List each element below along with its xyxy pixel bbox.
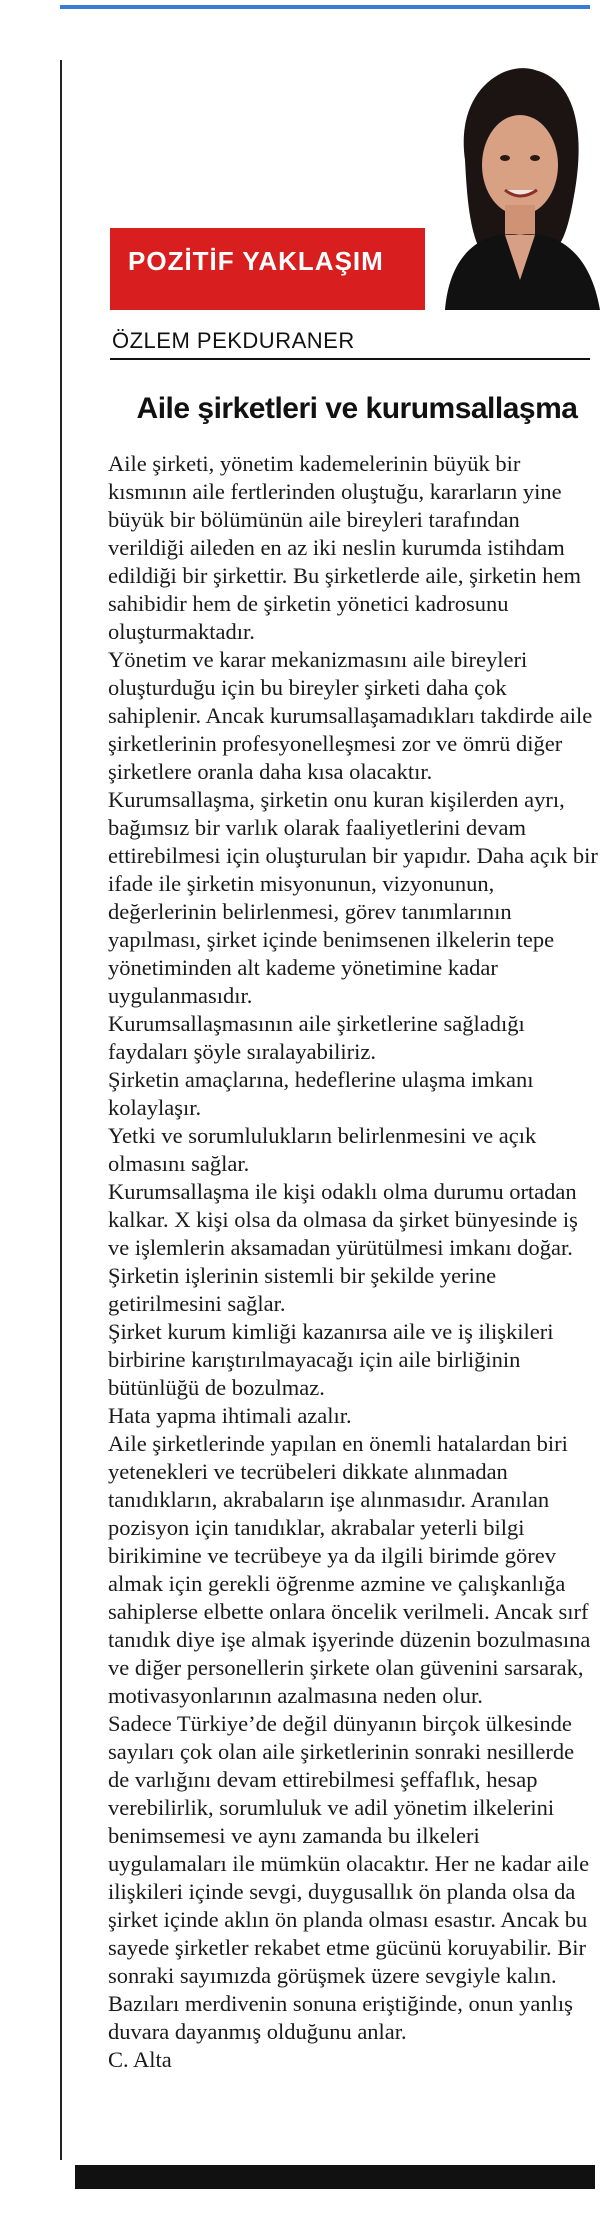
article-paragraph: Aile şirketlerinde yapılan en önemli hatalardan biri yetenekleri ve tecrübeleri dikkate alınmadan tanıdıkların, akrabaların işe alınmasıdır. Aranılan pozisyon için tanıdıklar, akrabalar yeterli bilgi birikimine ve tecrübeye ya da ilgili birimde görev almak için gerekli öğrenme azmine ve çalışkanlığa sahiplerse elbette onlara öncelik verilmeli. Ancak sırf tanıdık diye işe almak işyerinde düzenin bozulmasına ve diğer personellerin şirkete olan güvenini sarsarak, motivasyonlarının azalmasına neden olur. bbox=[108, 1431, 591, 1708]
column-label: POZİTİF YAKLAŞIM bbox=[128, 246, 384, 276]
article-paragraph: Kurumsallaşma ile kişi odaklı olma durumu ortadan kalkar. X kişi olsa da olmasa da şirket bünyesinde iş ve işlemlerin aksamadan yürütülmesi imkanı doğar. bbox=[108, 1179, 578, 1260]
article-body bbox=[108, 450, 598, 2074]
article-paragraph: Kurumsallaşma, şirketin onu kuran kişilerden ayrı, bağımsız bir varlık olarak faaliyetlerini devam ettirebilmesi için oluşturulan bir yapıdır. Daha açık bir ifade ile şirketin misyonunun, vizyonunun, değerlerinin belirlenmesi, görev tanımlarının yapılması, şirket içinde benimsenen ilkelerin tepe yönetiminden alt kademe yönetimine kadar uygulanmasıdır. bbox=[108, 787, 598, 1008]
article-quote: Bazıları merdivenin sonuna eriştiğinde, onun yanlış duvara dayanmış olduğunu anlar. bbox=[108, 1991, 573, 2044]
article-paragraph: Yetki ve sorumlulukların belirlenmesini ve açık olmasını sağlar. bbox=[108, 1123, 537, 1176]
article-paragraph: Kurumsallaşmasının aile şirketlerine sağladığı faydaları şöyle sıralayabiliriz. bbox=[108, 1011, 525, 1064]
top-rule bbox=[60, 5, 590, 9]
article-paragraph: Aile şirketi, yönetim kademelerinin büyük bir kısmının aile fertlerinden oluştuğu, kararların yine büyük bir bölümünün aile bireyleri tarafından verildiği aileden en az iki neslin kurumda istihdam edildiği bir şirkettir. Bu şirketlerde aile, şirketin hem sahibidir hem de şirketin yönetici kadrosunu oluşturmaktadır. bbox=[108, 451, 582, 644]
bottom-rule bbox=[75, 2165, 595, 2189]
left-column-rule bbox=[60, 60, 62, 2160]
article-paragraph: Şirketin amaçlarına, hedeflerine ulaşma imkanı kolaylaşır. bbox=[108, 1067, 534, 1120]
article-paragraph: Hata yapma ihtimali azalır. bbox=[108, 1403, 352, 1428]
article-title: Aile şirketleri ve kurumsallaşma bbox=[136, 392, 578, 425]
quote-attribution: C. Alta bbox=[108, 2047, 172, 2072]
article-paragraph: Şirket kurum kimliği kazanırsa aile ve iş ilişkileri birbirine karıştırılmayacağı için aile birliğinin bütünlüğü de bozulmaz. bbox=[108, 1319, 554, 1400]
byline-divider bbox=[110, 358, 590, 360]
article-paragraph: Sadece Türkiye’de değil dünyanın birçok ülkesinde sayıları çok olan aile şirketlerinin sonraki nesillerde de varlığını devam ettirebilmesi şeffaflık, hesap verebilirlik, sorumluluk ve adil yönetim ilkelerini benimsemesi ve aynı zamanda bu ilkeleri uygulamaları ile mümkün olacaktır. Her ne kadar aile ilişkileri içinde sevgi, duygusallık ön planda olsa da şirket içinde aklın ön planda olması esastır. Ancak bu sayede şirketler rekabet etme gücünü koruyabilir. Bir sonraki sayımızda görüşmek üzere sevgiyle kalın. bbox=[108, 1711, 590, 1988]
author-photo-icon bbox=[425, 50, 600, 310]
author-portrait bbox=[425, 50, 600, 310]
article-paragraph: Şirketin işlerinin sistemli bir şekilde yerine getirilmesini sağlar. bbox=[108, 1263, 497, 1316]
article-paragraph: Yönetim ve karar mekanizmasını aile bireyleri oluşturduğu için bu bireyler şirketi daha çok sahiplenir. Ancak kurumsallaşamadıkları takdirde aile şirketlerinin profesyonelleşmesi zor ve ömrü diğer şirketlere oranla daha kısa olacaktır. bbox=[108, 647, 593, 784]
author-name: ÖZLEM PEKDURANER bbox=[112, 328, 355, 353]
